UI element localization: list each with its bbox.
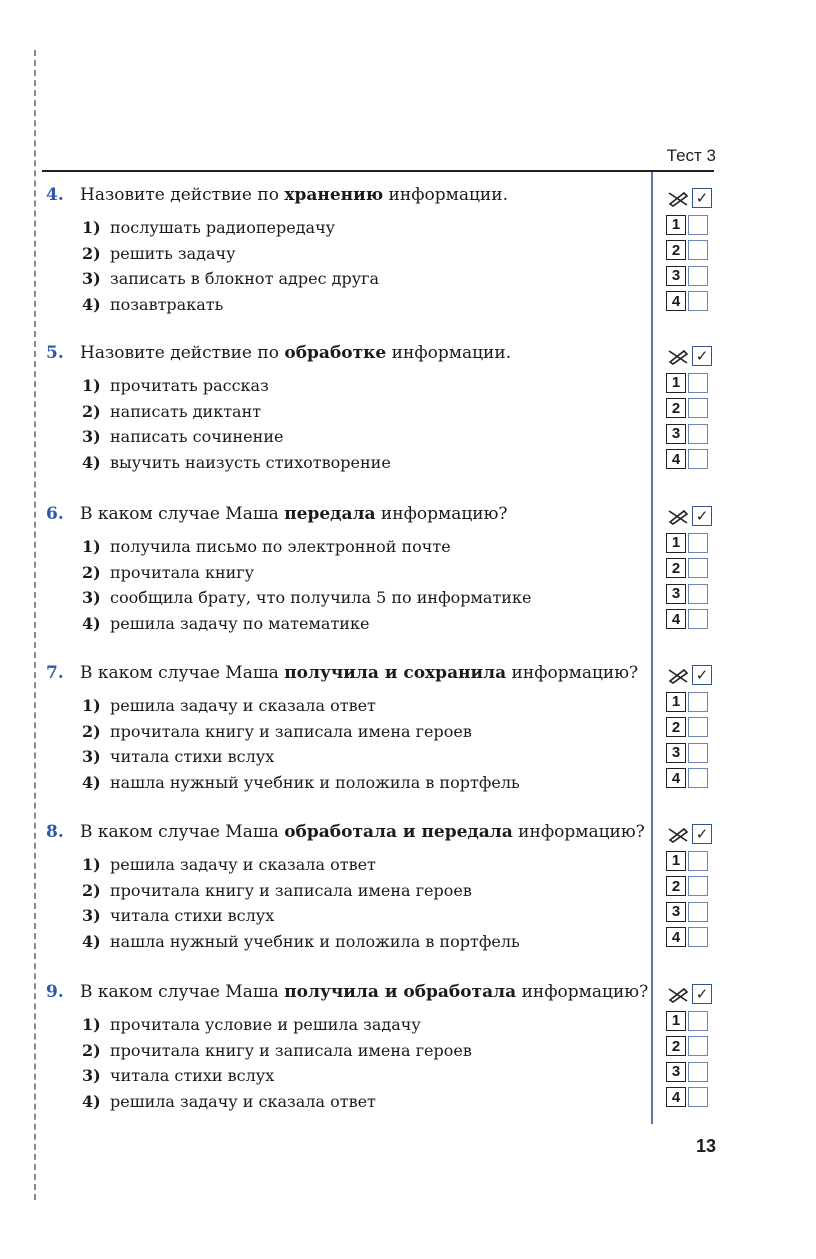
answer-number: 2	[666, 240, 686, 260]
option[interactable]: 3) читала стихи вслух	[82, 906, 275, 925]
answer-number: 3	[666, 1062, 686, 1082]
answer-row[interactable]	[666, 396, 718, 422]
answer-checkbox[interactable]	[688, 266, 708, 286]
option[interactable]: 3) записать в блокнот адрес друга	[82, 269, 380, 288]
pencil-crossed-icon	[666, 665, 690, 685]
page-number: 13	[695, 1136, 716, 1156]
question-7	[46, 662, 646, 795]
answer-checkbox[interactable]	[688, 743, 708, 763]
answer-header	[666, 187, 718, 209]
answer-checkbox[interactable]	[688, 558, 708, 578]
answer-row[interactable]	[666, 607, 718, 633]
question-number: 4.	[46, 185, 64, 205]
option[interactable]: 3) читала стихи вслух	[82, 1066, 275, 1085]
answer-row[interactable]	[666, 740, 718, 766]
answer-row[interactable]	[666, 766, 718, 792]
answer-row[interactable]	[666, 212, 718, 238]
answer-number: 4	[666, 449, 686, 469]
answer-header	[666, 505, 718, 527]
answer-row[interactable]	[666, 556, 718, 582]
answer-row[interactable]	[666, 289, 718, 315]
question-title	[46, 821, 646, 843]
pencil-crossed-icon	[666, 984, 690, 1004]
answer-row[interactable]	[666, 238, 718, 264]
answer-checkbox[interactable]	[688, 533, 708, 553]
options-list	[46, 852, 646, 954]
question-text: Назовите действие по обработке информации.	[80, 343, 512, 363]
pencil-crossed-icon	[666, 346, 690, 366]
answer-row[interactable]	[666, 689, 718, 715]
answer-number: 2	[666, 717, 686, 737]
answer-boxes-q4	[666, 187, 718, 314]
option[interactable]: 2) решить задачу	[82, 243, 236, 263]
question-text: В каком случае Маша получила и сохранила информацию?	[80, 663, 639, 683]
answer-row[interactable]	[666, 899, 718, 925]
answer-row[interactable]	[666, 1008, 718, 1034]
question-number: 5.	[46, 343, 64, 363]
answer-number: 1	[666, 533, 686, 553]
question-9	[46, 981, 649, 1114]
answer-checkbox[interactable]	[688, 373, 708, 393]
question-number: 6.	[46, 504, 64, 524]
option[interactable]: 3) читала стихи вслух	[82, 747, 275, 766]
option[interactable]: 3) написать сочинение	[82, 427, 284, 446]
keyword: передала	[284, 504, 376, 524]
answer-number: 2	[666, 1036, 686, 1056]
question-title	[46, 662, 646, 684]
option[interactable]: 2) прочитала книгу и записала имена героев	[82, 1040, 472, 1060]
answer-number: 1	[666, 215, 686, 235]
answer-column-rule	[651, 172, 653, 1124]
answer-checkbox[interactable]	[688, 584, 708, 604]
answer-number: 4	[666, 768, 686, 788]
keyword: получила и сохранила	[284, 663, 507, 683]
question-title	[46, 981, 649, 1003]
option[interactable]: 4) нашла нужный учебник и положила в портфель	[82, 931, 520, 951]
answer-checkbox[interactable]	[688, 424, 708, 444]
answer-checkbox[interactable]	[688, 291, 708, 311]
answer-number: 3	[666, 584, 686, 604]
answer-number: 3	[666, 424, 686, 444]
options-list	[46, 215, 646, 317]
check-mark-box: ✓	[692, 188, 712, 208]
answer-header	[666, 983, 718, 1005]
answer-number: 1	[666, 1011, 686, 1031]
answer-checkbox[interactable]	[688, 398, 708, 418]
answer-row[interactable]	[666, 1034, 718, 1060]
answer-row[interactable]	[666, 1059, 718, 1085]
pencil-crossed-icon	[666, 506, 690, 526]
question-number: 7.	[46, 663, 64, 683]
keyword: хранению	[284, 185, 384, 205]
answer-boxes-q7	[666, 664, 718, 791]
answer-row[interactable]	[666, 447, 718, 473]
check-mark-box: ✓	[692, 506, 712, 526]
check-mark-box: ✓	[692, 984, 712, 1004]
check-mark-box: ✓	[692, 665, 712, 685]
answer-checkbox[interactable]	[688, 717, 708, 737]
answer-checkbox[interactable]	[688, 1062, 708, 1082]
answer-number: 2	[666, 398, 686, 418]
pencil-crossed-icon	[666, 824, 690, 844]
question-number: 9.	[46, 982, 64, 1002]
answer-checkbox[interactable]	[688, 851, 708, 871]
answer-boxes-q5	[666, 345, 718, 472]
question-6	[46, 503, 646, 636]
answer-header	[666, 345, 718, 367]
options-list	[46, 1012, 646, 1114]
option[interactable]: 4) решила задачу и сказала ответ	[82, 1091, 376, 1111]
answer-number: 2	[666, 558, 686, 578]
keyword: получила и обработала	[284, 982, 517, 1002]
question-title	[46, 184, 646, 206]
option[interactable]: 1) послушать радиопередачу	[82, 218, 336, 237]
question-text: В каком случае Маша получила и обработала информацию?	[80, 982, 649, 1002]
check-mark-box: ✓	[692, 346, 712, 366]
keyword: обработала и передала	[284, 822, 513, 842]
answer-boxes-q9	[666, 983, 718, 1110]
answer-number: 2	[666, 876, 686, 896]
answer-row[interactable]	[666, 263, 718, 289]
answer-checkbox[interactable]	[688, 449, 708, 469]
check-mark-box: ✓	[692, 824, 712, 844]
answer-checkbox[interactable]	[688, 1011, 708, 1031]
options-list	[46, 534, 646, 636]
option[interactable]: 2) прочитала книгу и записала имена героев	[82, 721, 472, 741]
answer-header	[666, 664, 718, 686]
question-text: В каком случае Маша обработала и передала информацию?	[80, 822, 645, 842]
answer-row[interactable]	[666, 874, 718, 900]
question-title	[46, 342, 646, 364]
option[interactable]: 1) решила задачу и сказала ответ	[82, 855, 376, 874]
option[interactable]: 4) решила задачу по математике	[82, 613, 370, 633]
answer-boxes-q8	[666, 823, 718, 950]
question-text: Назовите действие по хранению информации.	[80, 185, 508, 205]
answer-checkbox[interactable]	[688, 240, 708, 260]
question-4	[46, 184, 646, 317]
option[interactable]: 2) прочитала книгу и записала имена героев	[82, 880, 472, 900]
answer-number: 1	[666, 692, 686, 712]
options-list	[46, 693, 646, 795]
option[interactable]: 1) получила письмо по электронной почте	[82, 537, 451, 556]
option[interactable]: 2) написать диктант	[82, 401, 262, 421]
answer-number: 4	[666, 609, 686, 629]
answer-checkbox[interactable]	[688, 215, 708, 235]
option[interactable]: 4) нашла нужный учебник и положила в портфель	[82, 772, 520, 792]
answer-number: 3	[666, 266, 686, 286]
answer-checkbox[interactable]	[688, 902, 708, 922]
question-5	[46, 342, 646, 475]
answer-number: 1	[666, 373, 686, 393]
question-8	[46, 821, 646, 954]
answer-checkbox[interactable]	[688, 692, 708, 712]
option[interactable]: 1) прочитала условие и решила задачу	[82, 1015, 421, 1034]
answer-checkbox[interactable]	[688, 609, 708, 629]
answer-checkbox[interactable]	[688, 927, 708, 947]
option[interactable]: 3) сообщила брату, что получила 5 по информатике	[82, 588, 532, 607]
answer-row[interactable]	[666, 925, 718, 951]
answer-header	[666, 823, 718, 845]
answer-checkbox[interactable]	[688, 768, 708, 788]
question-title	[46, 503, 646, 525]
answer-number: 4	[666, 927, 686, 947]
options-list	[46, 373, 646, 475]
answer-checkbox[interactable]	[688, 1087, 708, 1107]
answer-checkbox[interactable]	[688, 876, 708, 896]
option[interactable]: 2) прочитала книгу	[82, 562, 255, 582]
answer-boxes-q6	[666, 505, 718, 632]
option[interactable]: 4) позавтракать	[82, 294, 224, 314]
answer-number: 1	[666, 851, 686, 871]
answer-number: 4	[666, 291, 686, 311]
answer-row[interactable]	[666, 581, 718, 607]
answer-checkbox[interactable]	[688, 1036, 708, 1056]
option[interactable]: 1) решила задачу и сказала ответ	[82, 696, 376, 715]
answer-row[interactable]	[666, 1085, 718, 1111]
answer-number: 3	[666, 902, 686, 922]
pencil-crossed-icon	[666, 188, 690, 208]
answer-row[interactable]	[666, 530, 718, 556]
answer-row[interactable]	[666, 370, 718, 396]
answer-number: 4	[666, 1087, 686, 1107]
option[interactable]: 4) выучить наизусть стихотворение	[82, 452, 391, 472]
header-rule	[42, 170, 714, 172]
answer-row[interactable]	[666, 848, 718, 874]
answer-number: 3	[666, 743, 686, 763]
keyword: обработке	[284, 343, 387, 363]
cut-line	[34, 50, 36, 1200]
test-label: Тест 3	[666, 146, 716, 165]
question-number: 8.	[46, 822, 64, 842]
answer-row[interactable]	[666, 421, 718, 447]
answer-row[interactable]	[666, 715, 718, 741]
option[interactable]: 1) прочитать рассказ	[82, 376, 269, 395]
question-text: В каком случае Маша передала информацию?	[80, 504, 508, 524]
